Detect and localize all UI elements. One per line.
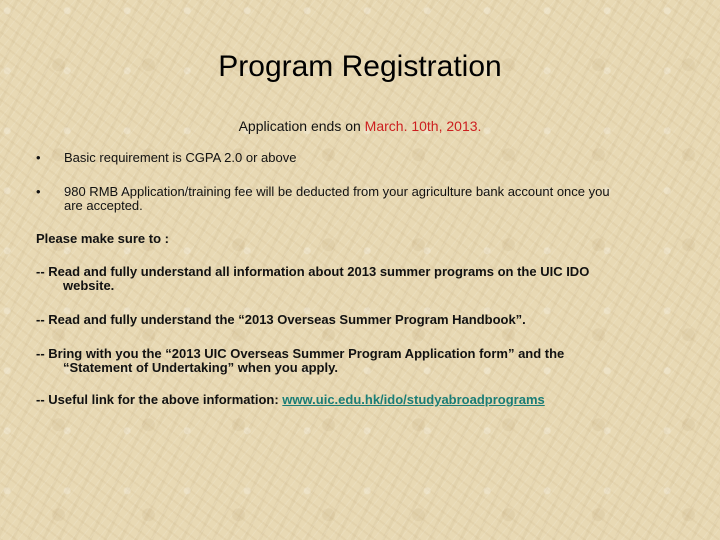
bullet-text-line1: 980 RMB Application/training fee will be deducted from your agriculture bank account once you	[64, 184, 610, 199]
study-abroad-link[interactable]: www.uic.edu.hk/ido/studyabroadprograms	[282, 392, 545, 407]
deadline-prefix: Application ends on	[238, 118, 365, 134]
note-line1: -- Bring with you the “2013 UIC Overseas Summer Program Application form” and the	[36, 346, 565, 361]
bullet-item-fee	[36, 185, 666, 213]
page-title: Program Registration	[218, 50, 502, 83]
note-useful-link	[36, 393, 676, 407]
bullet-marker: •	[36, 184, 41, 199]
note-line2: “Statement of Undertaking” when you apply.	[63, 360, 338, 375]
bullet-text-line2: are accepted.	[64, 198, 143, 213]
note-line1: -- Read and fully understand all information about 2013 summer programs on the UIC IDO	[36, 264, 590, 279]
note-read-info	[36, 265, 676, 293]
bullet-text: Basic requirement is CGPA 2.0 or above	[64, 150, 297, 165]
deadline-date: March. 10th, 2013.	[364, 118, 482, 134]
note-link-prefix: -- Useful link for the above information:	[36, 392, 283, 407]
note-line1: -- Read and fully understand the “2013 Overseas Summer Program Handbook”.	[36, 312, 526, 327]
bullet-item-cgpa	[36, 151, 666, 165]
application-deadline	[0, 118, 720, 134]
note-line2: website.	[63, 278, 115, 293]
note-read-handbook	[36, 313, 676, 327]
note-bring-forms	[36, 347, 676, 375]
bullet-marker: •	[36, 150, 41, 165]
make-sure-heading: Please make sure to :	[36, 231, 169, 246]
